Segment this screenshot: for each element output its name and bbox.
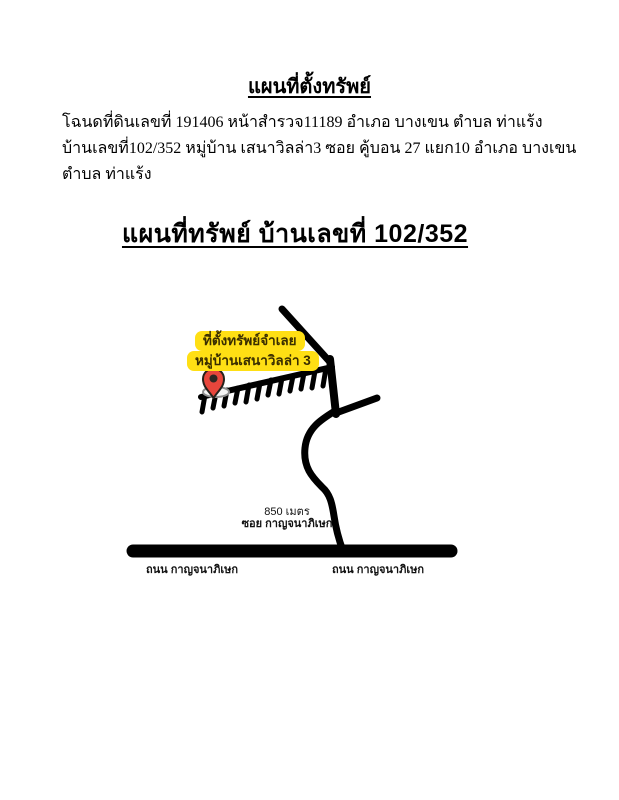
soi-name-label: ซอย กาญจนาภิเษก [241, 518, 333, 530]
property-callout-line2: หมู่บ้านเสนาวิลล่า 3 [187, 351, 319, 371]
road-branch [336, 398, 377, 413]
main-road-label-right: ถนน กาญจนาภิเษก [331, 564, 425, 576]
distance-label: 850 เมตร [264, 506, 310, 518]
map-title: แผนที่ทรัพย์ บ้านเลขที่ 102/352 [121, 220, 469, 248]
deed-info-line: โฉนดที่ดินเลขที่ 191406 หน้าสำรวจ11189 อำเภอ บางเขน ตำบล ท่าแร้ง [62, 114, 543, 131]
property-callout-line1: ที่ตั้งทรัพย์จำเลย [195, 331, 305, 351]
address-info-line: บ้านเลขที่102/352 หมู่บ้าน เสนาวิลล่า3 ซอย คู้บอน 27 แยก10 อำเภอ บางเขน ตำบล ท่าแร้ง [62, 140, 577, 183]
main-road-label-left: ถนน กาญจนาภิเษก [145, 564, 239, 576]
page-title: แผนที่ตั้งทรัพย์ [247, 76, 372, 98]
